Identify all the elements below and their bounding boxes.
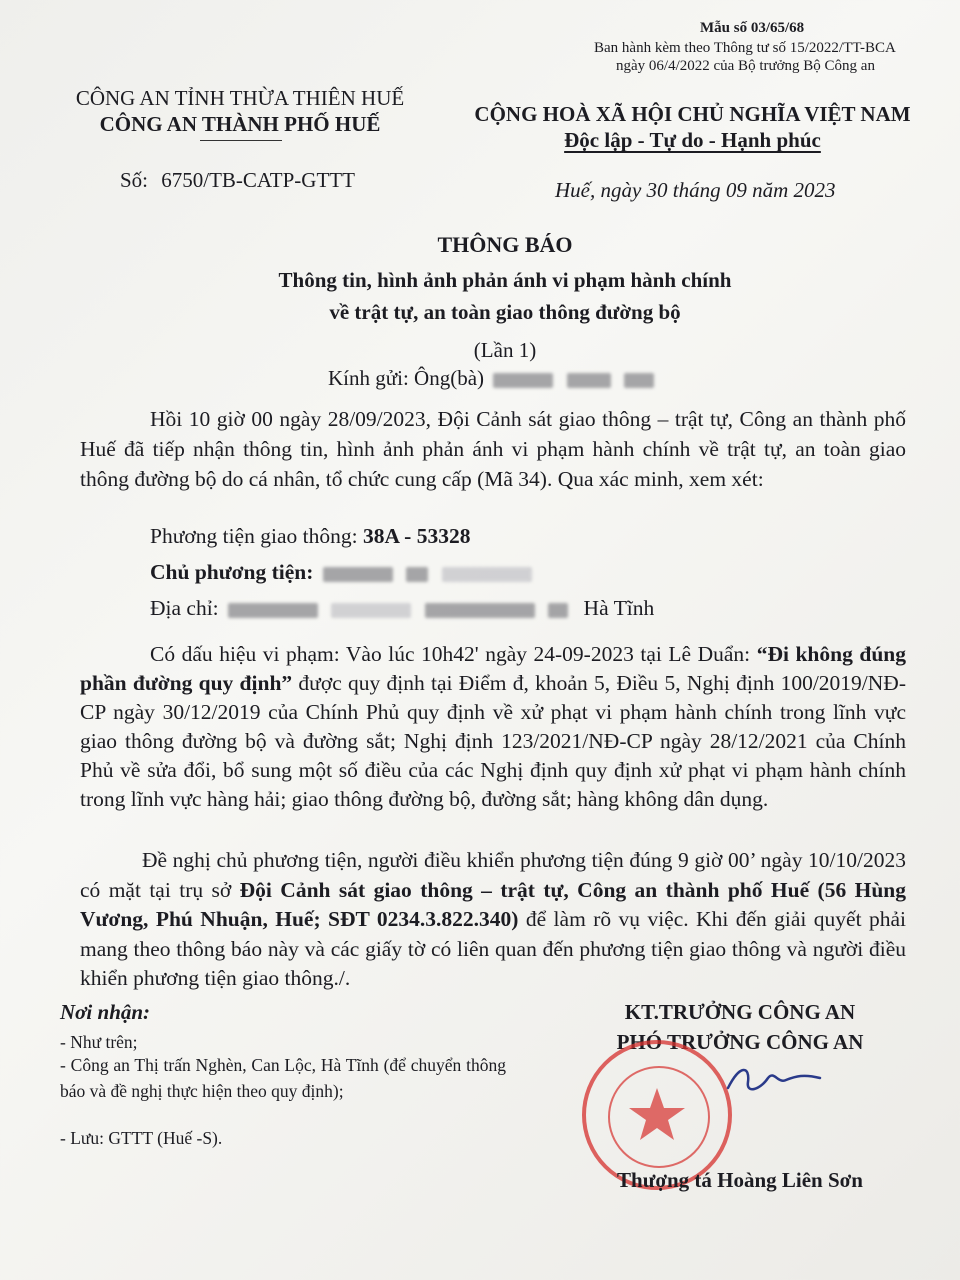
violation-name: “Đi không đúng phần đường quy định”	[80, 642, 906, 695]
signature-line-2: PHÓ TRƯỞNG CÔNG AN	[616, 1030, 864, 1054]
recipients-item-2: - Công an Thị trấn Nghèn, Can Lộc, Hà Tĩnh (để chuyển thông báo và đề nghị thực hiện theo quy định);	[60, 1055, 506, 1101]
redacted-owner	[406, 567, 428, 582]
notice-subtitle-2: về trật tự, an toàn giao thông đường bộ	[329, 300, 681, 324]
recipient-label: Kính gửi: Ông(bà)	[328, 366, 485, 390]
redacted-address	[331, 603, 411, 618]
vehicle-label: Phương tiện giao thông:	[150, 524, 358, 548]
owner-line	[150, 560, 536, 585]
body-paragraph-1: Hồi 10 giờ 00 ngày 28/09/2023, Đội Cảnh sát giao thông – trật tự, Công an thành phố Huế đã tiếp nhận thông tin, hình ảnh phản ánh vi phạm hành chính về trật tự, an toàn giao thông đường bộ do cá nhân, tổ chức cung cấp (Mã 34). Qua xác minh, xem xét:	[80, 407, 906, 491]
violation-rest: được quy định tại Điểm đ, khoản 5, Điều 5, Nghị định 100/2019/NĐ-CP ngày 30/12/2019 của Chính Phủ quy định về xử phạt vi phạm hành chính trong lĩnh vực giao thông đường bộ và đường sắt; Nghị định 123/2021/NĐ-CP ngày 28/12/2021 của Chính Phủ về sửa đổi, bổ sung một số điều của các Nghị định quy định xử phạt vi phạm hành chính trong lĩnh vực hàng hải; giao thông đường bộ, đường sắt; hàng không dân dụng.	[80, 671, 906, 811]
handwritten-signature	[720, 1060, 830, 1100]
request-rest: để làm rõ vụ việc. Khi đến giải quyết phải mang theo thông báo này và các giấy tờ có liên quan đến phương tiện giao thông và người điều khiển phương tiện giao thông./.	[80, 907, 907, 990]
request-paragraph	[80, 846, 906, 994]
ref-label: Số:	[120, 168, 149, 192]
notice-title: THÔNG BÁO	[437, 232, 573, 257]
notice-subtitle-1: Thông tin, hình ảnh phản ánh vi phạm hành chính	[278, 268, 732, 292]
signer-name: Thượng tá Hoàng Liên Sơn	[617, 1168, 863, 1192]
vehicle-plate: 38A - 53328	[362, 524, 471, 548]
form-number: Mẫu số 03/65/68	[700, 20, 805, 36]
notice-round: (Lần 1)	[473, 338, 537, 362]
ref-number-line	[120, 168, 355, 193]
form-issued-line1: Ban hành kèm theo Thông tư số 15/2022/TT-BCA	[594, 40, 896, 56]
ref-number: 6750/TB-CATP-GTTT	[161, 168, 355, 192]
request-office: Đội Cảnh sát giao thông – trật tự, Công an thành phố Huế (56 Hùng Vương, Phú Nhuận, Huế; SĐT 0234.3.822.340)	[80, 877, 906, 931]
agency-parent: CÔNG AN TỈNH THỪA THIÊN HUẾ	[75, 86, 405, 110]
signature-line-1: KT.TRƯỞNG CÔNG AN	[624, 1000, 856, 1024]
address-label: Địa chỉ:	[150, 596, 219, 620]
recipients-heading: Nơi nhận:	[60, 1000, 151, 1024]
request-intro: Đề nghị chủ phương tiện, người điều khiển phương tiện đúng 9 giờ 00’ ngày 10/10/2023 có mặt tại trụ sở	[80, 848, 906, 902]
redacted-name	[493, 373, 553, 388]
nation-title: CỘNG HOÀ XÃ HỘI CHỦ NGHĨA VIỆT NAM	[474, 102, 911, 126]
address-line	[150, 596, 654, 621]
recipients-item-3: - Lưu: GTTT (Huế -S).	[60, 1128, 223, 1148]
violation-paragraph	[80, 640, 906, 814]
redacted-address	[228, 603, 318, 618]
redacted-owner	[442, 567, 532, 582]
violation-intro: Có dấu hiệu vi phạm: Vào lúc 10h42' ngày 24-09-2023 tại Lê Duẩn:	[150, 642, 751, 666]
redacted-address	[548, 603, 568, 618]
vehicle-line	[150, 524, 470, 549]
recipients-item-1: - Như trên;	[60, 1032, 138, 1052]
recipient-line	[328, 366, 658, 391]
owner-label: Chủ phương tiện:	[150, 560, 314, 584]
agency-divider	[200, 140, 282, 141]
place-date: Huế, ngày 30 tháng 09 năm 2023	[555, 178, 836, 202]
redacted-owner	[323, 567, 393, 582]
nation-motto: Độc lập - Tự do - Hạnh phúc	[564, 128, 821, 152]
redacted-name	[567, 373, 611, 388]
address-province: Hà Tĩnh	[583, 596, 655, 620]
redacted-address	[425, 603, 535, 618]
form-issued-line2: ngày 06/4/2022 của Bộ trưởng Bộ Công an	[616, 58, 875, 74]
redacted-name	[624, 373, 654, 388]
agency-name: CÔNG AN THÀNH PHỐ HUẾ	[99, 112, 381, 136]
